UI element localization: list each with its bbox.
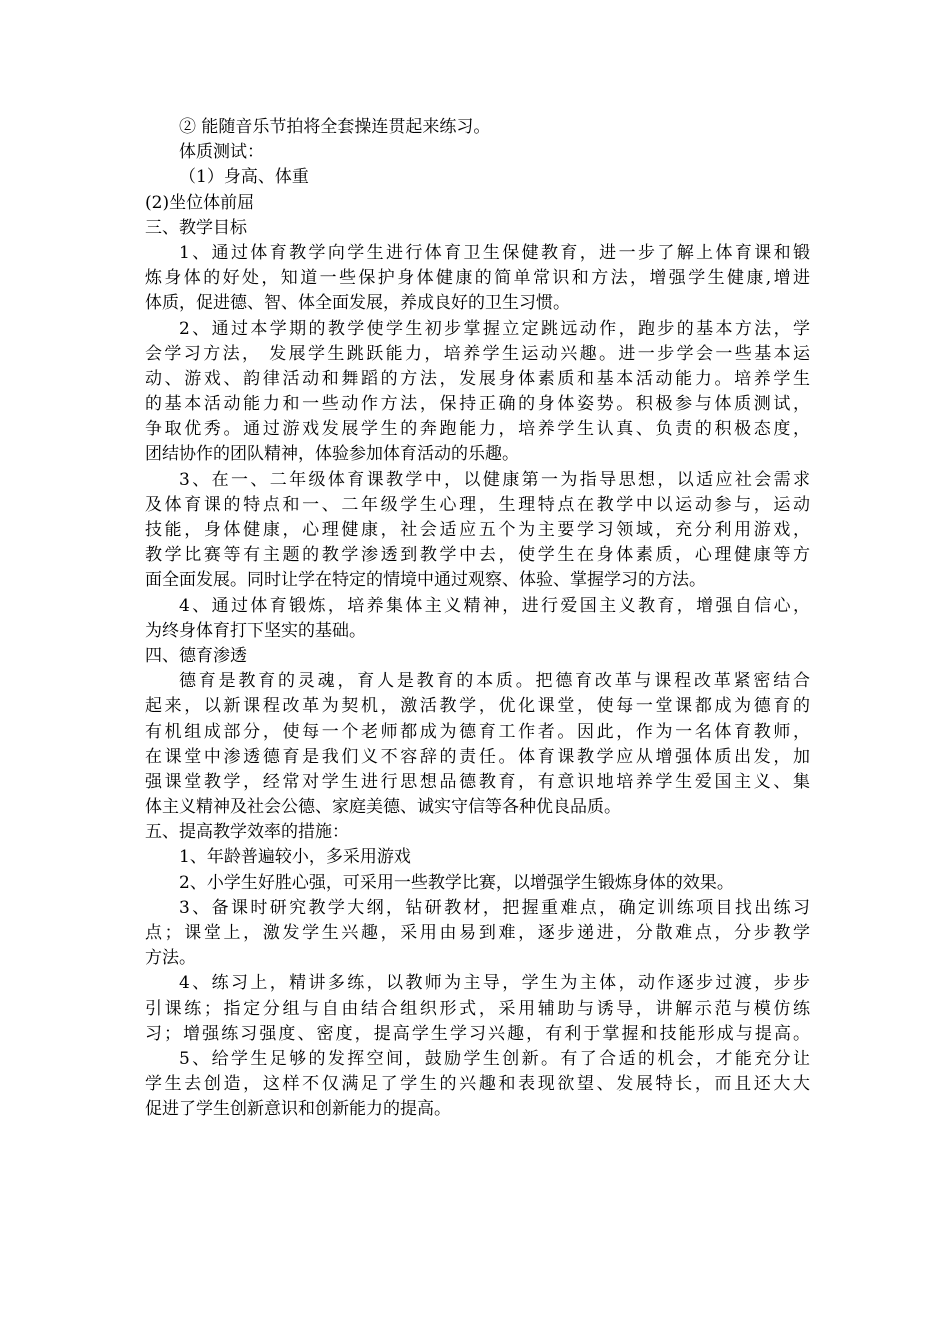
text-line: 5、给学生足够的发挥空间，鼓励学生创新。有了合适的机会，才能充分让: [179, 1048, 810, 1069]
text-line: 2、通过本学期的教学使学生初步掌握立定跳远动作，跑步的基本方法，学: [179, 318, 810, 339]
text-line: 体质测试：: [179, 142, 264, 163]
text-line: 3、备课时研究教学大纲，钻研教材，把握重难点，确定训练项目找出练习: [179, 897, 810, 918]
text-line: 为终身体育打下坚实的基础。: [145, 620, 366, 641]
text-line: 三、教学目标: [145, 217, 247, 238]
text-line: 1、通过体育教学向学生进行体育卫生保健教育，进一步了解上体育课和锻: [179, 242, 810, 263]
text-line: 4、练习上，精讲多练，以教师为主导，学生为主体，动作逐步过渡，步步: [179, 973, 810, 994]
text-line: 3、在一、二年级体育课教学中，以健康第一为指导思想，以适应社会需求: [179, 469, 810, 490]
text-line: 动、游戏、韵律活动和舞蹈的方法，发展身体素质和基本活动能力。培养学生: [145, 368, 810, 389]
text-line: 习；增强练习强度、密度，提高学生学习兴趣，有利于掌握和技能形成与提高。: [145, 1023, 810, 1044]
document-body: [145, 115, 810, 1123]
text-line: (2)坐位体前屈: [145, 192, 255, 213]
text-line: 体主义精神及社会公德、家庭美德、诚实守信等各种优良品质。: [145, 797, 621, 818]
text-line: 点；课堂上，激发学生兴趣，采用由易到难，逐步递进，分散难点，分步教学: [145, 923, 810, 943]
text-line: ② 能随音乐节拍将全套操连贯起来练习。: [179, 117, 491, 137]
text-line: 五、提高教学效率的措施：: [145, 822, 349, 843]
text-line: 引课练；指定分组与自由结合组织形式，采用辅助与诱导，讲解示范与模仿练: [145, 998, 810, 1019]
text-line: 在课堂中渗透德育是我们义不容辞的责任。体育课教学应从增强体质出发，加: [145, 746, 810, 767]
text-line: 有机组成部分，使每一个老师都成为德育工作者。因此，作为一名体育教师，: [145, 721, 810, 742]
text-line: 体质，促进德、智、体全面发展，养成良好的卫生习惯。: [145, 293, 570, 314]
text-line: （1）身高、体重: [179, 167, 309, 188]
text-line: 面全面发展。同时让学在特定的情境中通过观察、体验、掌握学习的方法。: [145, 570, 706, 591]
text-line: 教学比赛等有主题的教学渗透到教学中去，使学生在身体素质，心理健康等方: [145, 545, 810, 566]
text-line: 4、通过体育锻炼，培养集体主义精神，进行爱国主义教育，增强自信心，: [179, 595, 810, 616]
text-line: 争取优秀。通过游戏发展学生的奔跑能力，培养学生认真、负责的积极态度，: [145, 419, 810, 440]
text-line: 方法。: [145, 948, 196, 969]
text-line: 1、年龄普遍较小，多采用游戏: [179, 847, 411, 868]
text-line: 2、小学生好胜心强，可采用一些教学比赛，以增强学生锻炼身体的效果。: [179, 872, 734, 893]
text-line: 及体育课的特点和一、二年级学生心理，生理特点在教学中以运动参与，运动: [145, 494, 810, 515]
text-line: 德育是教育的灵魂，育人是教育的本质。把德育改革与课程改革紧密结合: [179, 671, 810, 692]
text-line: 起来，以新课程改革为契机，激活教学，优化课堂，使每一堂课都成为德育的: [145, 696, 810, 717]
text-line: 强课堂教学，经常对学生进行思想品德教育，有意识地培养学生爱国主义、集: [145, 771, 810, 792]
text-line: 炼身体的好处，知道一些保护身体健康的简单常识和方法，增强学生健康,增进: [145, 268, 810, 289]
text-line: 团结协作的团队精神，体验参加体育活动的乐趣。: [145, 444, 519, 465]
text-line: 的基本活动能力和一些动作方法，保持正确的身体姿势。积极参与体质测试，: [145, 394, 810, 415]
text-line: 促进了学生创新意识和创新能力的提高。: [145, 1099, 451, 1120]
text-line: 技能，身体健康，心理健康，社会适应五个为主要学习领域，充分利用游戏，: [145, 520, 810, 540]
text-line: 会学习方法， 发展学生跳跃能力，培养学生运动兴趣。进一步学会一些基本运: [145, 343, 810, 364]
text-line: 四、德育渗透: [145, 645, 247, 666]
text-line: 学生去创造，这样不仅满足了学生的兴趣和表现欲望、发展特长，而且还大大: [145, 1074, 810, 1095]
